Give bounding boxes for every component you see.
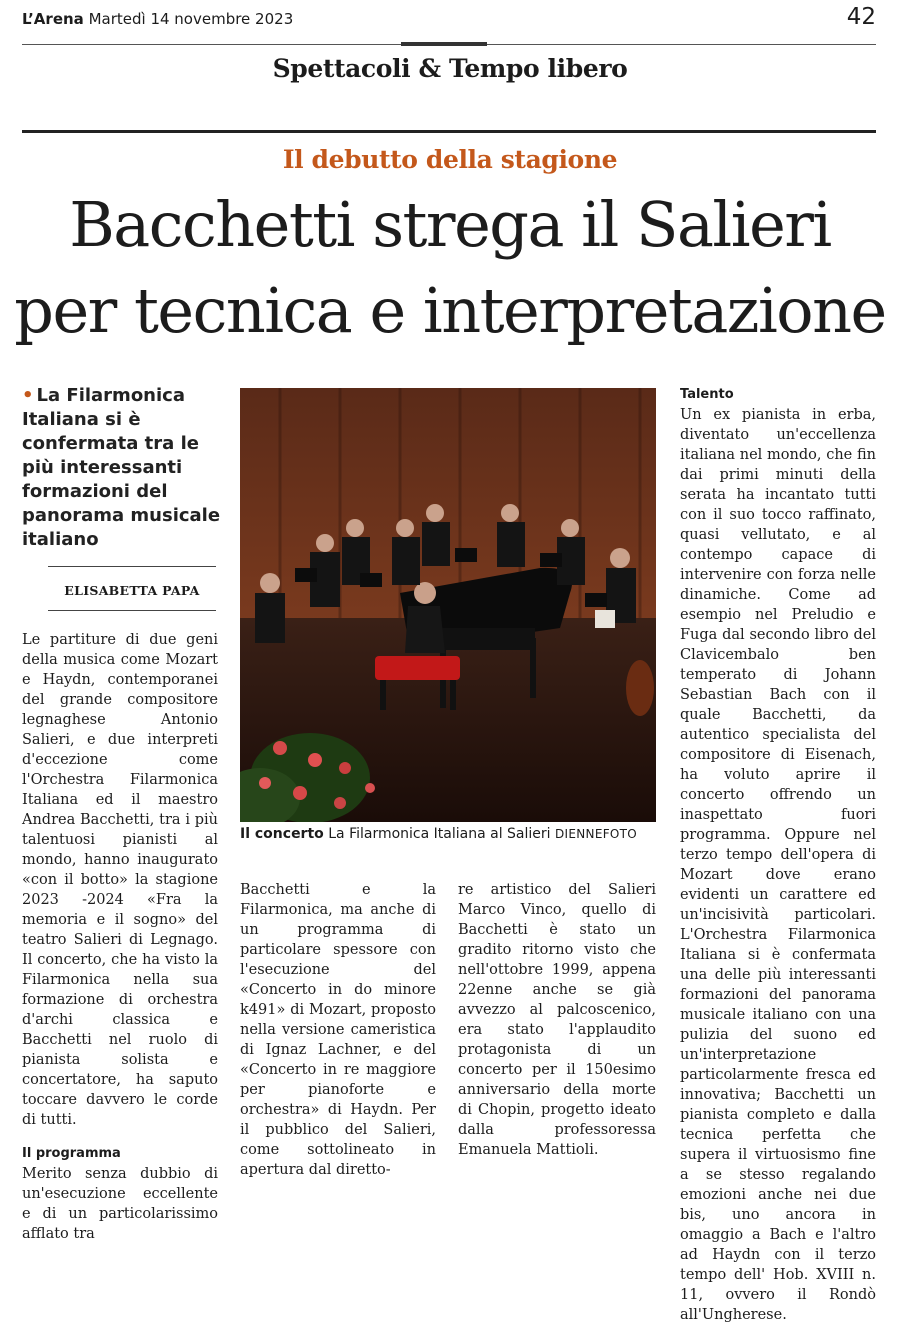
- concert-photo: [240, 388, 656, 822]
- paragraph-programma-middle: Bacchetti e la Filarmonica, ma anche di un programma di particolare spessore con l'esecuzione del «Concerto in do minore k491» di Mozart, proposto nella versione cameristica di Ignaz Lachner, e del «Concerto in re maggiore per pianoforte e orchestra» di Haydn. Per il pubblico del Salieri, come sottolineato in apertura dal diretto-: [240, 882, 436, 1178]
- section-title: Spettacoli & Tempo libero: [272, 54, 628, 83]
- article-column-2: [240, 880, 436, 1180]
- paragraph-talento: Un ex pianista in erba, diventato un'eccellenza italiana nel mondo, che fin dai primi minuti della serata ha incantato tutti con il suo tocco raffinato, quasi vellutato, e al contempo capace di intervenire con forza nelle dinamiche. Come ad esempio nel Preludio e Fuga dal secondo libro del Clavicembalo ben temperato di Johann Sebastian Bach con il quale Bacchetti, da autentico specialista del compositore di Eisenach, ha voluto aprire il concerto offrendo un inaspettato fuori programma. Oppure nel terzo tempo dell'opera di Mozart dove erano evidenti un carattere ed un'incisività particolari. L'Orchestra Filarmonica Italiana si è confermata una delle più interessanti formazioni del panorama musicale italiano con una pulizia del suono ed un'interpretazione particolarmente fresca ed innovativa; Bacchetti un pianista completo e dalla tecnica perfetta che supera il virtuosismo fine a se stesso regalando emozioni anche nei due bis, uno ancora in omaggio a Bach e l'altro ad Haydn con il terzo tempo dell' Hob. XVIII n. 11, ovvero il Rondò all'Ungherese.: [680, 407, 876, 1323]
- headline-line-1: Bacchetti strega il Salieri: [69, 188, 831, 261]
- bullet-icon: •: [22, 385, 34, 406]
- subhead-programma: Il programma: [22, 1146, 121, 1161]
- article-column-1: [22, 630, 218, 1244]
- summary-text: La Filarmonica Italiana si è confermata tra le più interessanti formazioni del panorama musicale italiano: [22, 385, 221, 550]
- masthead: [22, 10, 293, 28]
- newspaper-name: L’Arena: [22, 10, 84, 28]
- issue-date: Martedì 14 novembre 2023: [88, 10, 294, 28]
- section-marker-bar: [401, 42, 487, 46]
- page-number: 42: [846, 4, 876, 30]
- subhead-talento: Talento: [680, 387, 734, 402]
- photo-caption: [240, 826, 660, 842]
- article-column-4: [680, 385, 876, 1325]
- paragraph-programma-start: Merito senza dubbio di un'esecuzione eccellente e di un particolarissimo afflato tra: [22, 1166, 218, 1242]
- caption-text: La Filarmonica Italiana al Salieri: [328, 826, 551, 842]
- article-column-3: [458, 880, 656, 1160]
- paragraph-intro: Le partiture di due geni della musica come Mozart e Haydn, contemporanei del grande compositore legnaghese Antonio Salieri, e due interpreti d'eccezione come l'Orchestra Filarmonica Italiana ed il maestro Andrea Bacchetti, tra i più talentuosi pianisti al mondo, hanno inaugurato «con il botto» la stagione 2023 -2024 «Fra la memoria e il sogno» del teatro Salieri di Legnago. Il concerto, che ha visto la Filarmonica nella sua formazione di orchestra d'archi classica e Bacchetti nel ruolo di pianista solista e concertatore, ha saputo toccare davvero le corde di tutti.: [22, 632, 218, 1128]
- article-summary: [22, 384, 222, 552]
- paragraph-programma-end: re artistico del Salieri Marco Vinco, quello di Bacchetti è stato un gradito ritorno visto che nell'ottobre 1999, appena 22enne anche se già avvezzo al palcoscenico, era stato l'applaudito protagonista di un concerto per il 150esimo anniversario della morte di Chopin, progetto ideato dalla professoressa Emanuela Mattioli.: [458, 882, 656, 1158]
- caption-label: Il concerto: [240, 826, 324, 842]
- byline: ELISABETTA PAPA: [48, 566, 216, 611]
- concert-photo-illustration: [240, 388, 656, 822]
- kicker: Il debutto della stagione: [282, 145, 618, 174]
- photo-credit: DIENNEFOTO: [555, 827, 638, 841]
- section-rule: [22, 130, 876, 133]
- headline-line-2: per tecnica e interpretazione: [14, 274, 886, 347]
